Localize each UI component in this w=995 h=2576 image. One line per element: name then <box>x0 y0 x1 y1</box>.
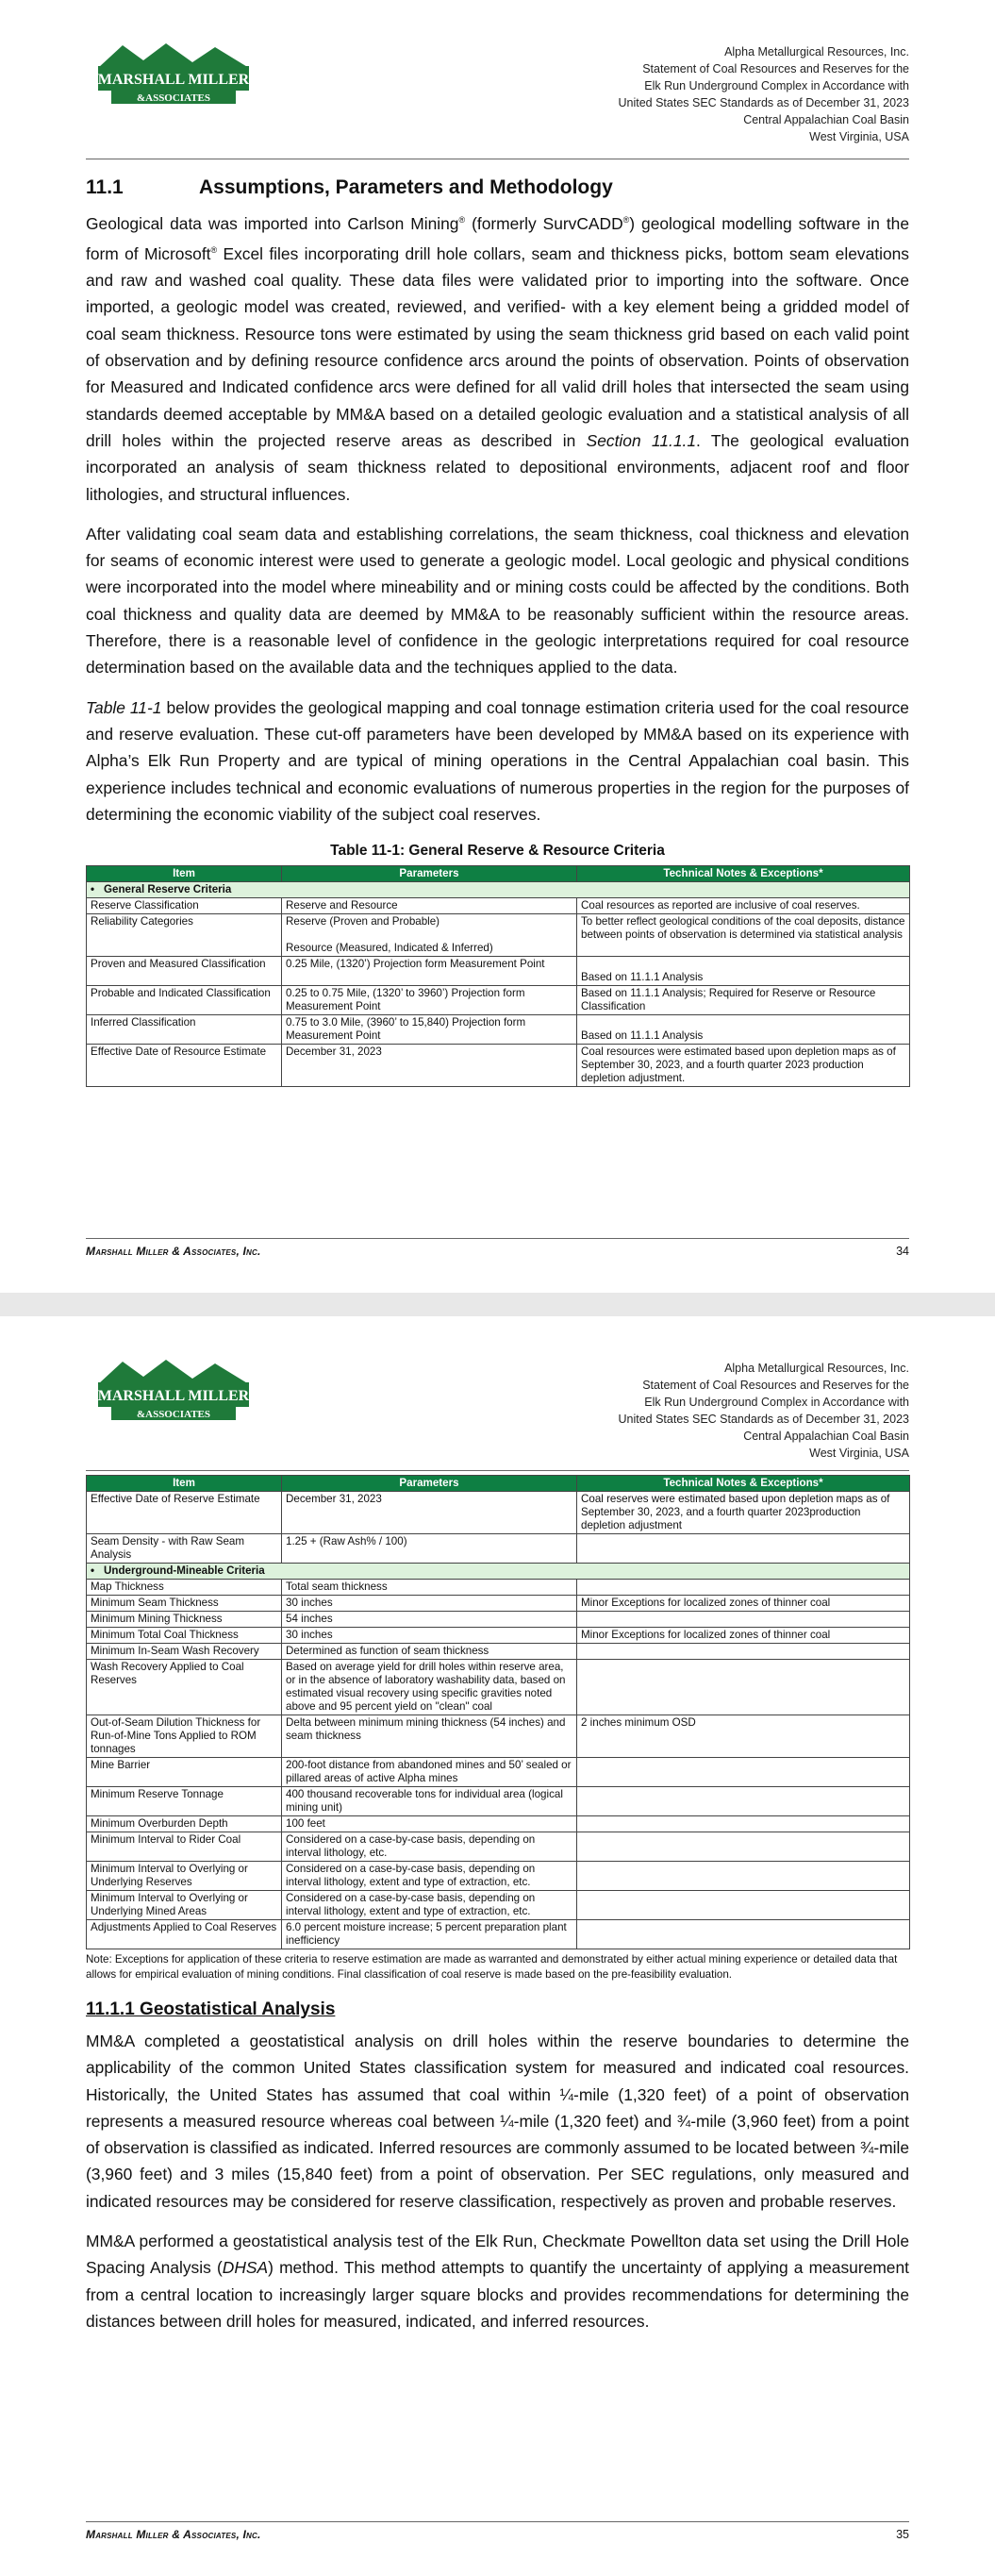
subsection-paragraph-1: MM&A completed a geostatistical analysis on drill holes within the reserve boundaries to determine the applicability of the common United States classification system for measured and indicated coal resources. Historically, the United States has assumed that coal within ¼-mile (1,320 feet) of a point of observation represents a measured resource whereas coal between ¼-mile (1,320 feet) and ¾-mile (3,960 feet) from a point of observation is classified as indicated. Inferred resources are commonly assumed to be located between ¾-mile (3,960 feet) and 3 miles (15,840 feet) from a point of observation. Per SEC regulations, only measured and indicated resources may be considered for reserve classification, respectively as proven and probable reserves. <box>86 2032 909 2211</box>
item-cell: Minimum Interval to Overlying or Underlying Mined Areas <box>87 1891 282 1920</box>
parameter-cell: Based on average yield for drill holes within reserve area, or in the absence of laboratory washability data, based on estimated visual recovery using specific gravities noted above and 95 percent yield on "clean" coal <box>282 1660 577 1715</box>
paragraph-3: Table 11-1 below provides the geological mapping and coal tonnage estimation criteria used for the coal resource and reserve evaluation. These cut-off parameters have been developed by MM&A based on its experience with Alpha’s Elk Run Property and are typical of mining operations in the Central Appalachian coal basin. This experience includes technical and economic evaluations of numerous properties in the region for the purposes of determining the economic viability of the subject coal reserves. <box>86 697 909 824</box>
page-number: 35 <box>896 2528 909 2541</box>
table-row <box>87 1832 910 1862</box>
paragraph-2: After validating coal seam data and establishing correlations, the seam thickness, coal thickness and elevation for seams of economic interest were used to generate a geologic model. Local geologic and physical conditions were incorporated into the model where mineability and or mining costs could be affected by the conditions. Both coal thickness and quality data are deemed by MM&A to be reasonably sufficient within the resource areas. Therefore, there is a reasonable level of confidence in the geologic interpretations required for coal resource determination based on the available data and the techniques applied to the data. <box>86 524 909 677</box>
criteria-table-part-2 <box>86 1475 910 1949</box>
notes-cell <box>577 1612 910 1628</box>
notes-cell <box>577 1758 910 1787</box>
page-number: 34 <box>896 1245 909 1258</box>
table-row <box>87 1644 910 1660</box>
table-row <box>87 957 910 986</box>
item-cell: Probable and Indicated Classification <box>87 986 282 1015</box>
parameter-cell: 0.25 to 0.75 Mile, (1320’ to 3960’) Projection form Measurement Point <box>282 986 577 1015</box>
item-cell: Reserve Classification <box>87 898 282 914</box>
notes-cell: Based on 11.1.1 Analysis <box>577 1015 910 1045</box>
header-line: West Virginia, USA <box>809 130 909 143</box>
table-row <box>87 1816 910 1832</box>
paragraph-1: Geological data was imported into Carlson Mining® (formerly SurvCADD®) geological modelling software in the form of Microsoft® Excel files incorporating drill hole collars, seam and thickness picks, bottom seam elevations and raw and washed coal quality. These data files were validated prior to importing into the software. Once imported, a geologic model was created, reviewed, and verified- with a key element being a gridded model of coal seam thickness. Resource tons were estimated by using the seam thickness grid based on each valid point of observation and by defining resource confidence arcs around the points of observation. Points of observation for Measured and Indicated confidence arcs were defined for all valid drill holes that intersected the seam using standards deemed acceptable by MM&A based on a detailed geologic evaluation and a statistical analysis of all drill holes within the projected reserve areas as described in Section 11.1.1. The geological evaluation incorporated an analysis of seam thickness related to depositional environments, adjacent roof and floor lithologies, and structural influences. <box>86 213 910 504</box>
table-row <box>87 914 910 957</box>
table-row <box>87 1920 910 1949</box>
item-cell: Out-of-Seam Dilution Thickness for Run-of-Mine Tons Applied to ROM tonnages <box>87 1715 282 1758</box>
section-number: 11.1 <box>86 176 124 198</box>
document-header <box>618 1360 909 1462</box>
item-cell: Minimum Seam Thickness <box>87 1596 282 1612</box>
parameter-cell: 0.75 to 3.0 Mile, (3960’ to 15,840) Projection form Measurement Point <box>282 1015 577 1045</box>
parameter-cell: 30 inches <box>282 1596 577 1612</box>
item-cell: Proven and Measured Classification <box>87 957 282 986</box>
item-cell: Effective Date of Resource Estimate <box>87 1045 282 1087</box>
item-cell: Minimum Mining Thickness <box>87 1612 282 1628</box>
parameter-cell: 100 feet <box>282 1816 577 1832</box>
header-line: Alpha Metallurgical Resources, Inc. <box>724 1362 909 1375</box>
notes-cell <box>577 1920 910 1949</box>
section-heading <box>86 176 909 199</box>
notes-cell: Based on 11.1.1 Analysis; Required for Reserve or Resource Classification <box>577 986 910 1015</box>
item-cell: Mine Barrier <box>87 1758 282 1787</box>
table-reference: Table 11-1 <box>86 697 162 717</box>
item-cell: Minimum Overburden Depth <box>87 1816 282 1832</box>
parameter-cell: Total seam thickness <box>282 1580 577 1596</box>
parameter-cell: 400 thousand recoverable tons for individual area (logical mining unit) <box>282 1787 577 1816</box>
notes-cell: Coal resources as reported are inclusive of coal reserves. <box>577 898 910 914</box>
column-header: Technical Notes & Exceptions* <box>577 1476 910 1492</box>
notes-cell <box>577 1787 910 1816</box>
table-row <box>87 1660 910 1715</box>
table-row <box>87 1015 910 1045</box>
table-header-row <box>87 1476 910 1492</box>
abbreviation: DHSA <box>222 2258 269 2278</box>
column-header: Parameters <box>282 1476 577 1492</box>
header-line: United States SEC Standards as of December 31, 2023 <box>618 96 909 109</box>
subsection-heading: 11.1.1 Geostatistical Analysis <box>86 1999 336 2019</box>
header-line: United States SEC Standards as of December 31, 2023 <box>618 1413 909 1426</box>
header-line: Alpha Metallurgical Resources, Inc. <box>724 45 909 59</box>
column-header: Parameters <box>282 866 577 882</box>
criteria-table-part-1 <box>86 865 910 1087</box>
table-caption: Table 11-1: General Reserve & Resource Criteria <box>330 843 665 860</box>
section-title: Assumptions, Parameters and Methodology <box>199 176 613 198</box>
notes-cell <box>577 1534 910 1564</box>
parameter-cell: December 31, 2023 <box>282 1045 577 1087</box>
notes-cell: 2 inches minimum OSD <box>577 1715 910 1758</box>
table-row <box>87 1758 910 1787</box>
header-line: West Virginia, USA <box>809 1447 909 1460</box>
header-line: Elk Run Underground Complex in Accordance with <box>644 79 909 92</box>
item-cell: Minimum Reserve Tonnage <box>87 1787 282 1816</box>
parameter-cell: Considered on a case-by-case basis, depending on interval lithology, etc. <box>282 1832 577 1862</box>
parameter-cell: 6.0 percent moisture increase; 5 percent preparation plant inefficiency <box>282 1920 577 1949</box>
item-cell: Map Thickness <box>87 1580 282 1596</box>
table-row <box>87 1596 910 1612</box>
parameter-cell: Reserve and Resource <box>282 898 577 914</box>
table-row <box>87 1628 910 1644</box>
document-header <box>618 43 909 145</box>
footer-company: Marshall Miller & Associates, Inc. <box>86 1245 261 1258</box>
logo-text-bottom: &ASSOCIATES <box>136 1409 211 1420</box>
logo-text-bottom: &ASSOCIATES <box>136 92 211 104</box>
table-row <box>87 1045 910 1087</box>
page-35-content <box>86 1475 909 2334</box>
header-divider <box>86 1470 909 1471</box>
item-cell: Minimum Interval to Rider Coal <box>87 1832 282 1862</box>
footer-company: Marshall Miller & Associates, Inc. <box>86 2528 261 2541</box>
item-cell: Minimum Total Coal Thickness <box>87 1628 282 1644</box>
table-group-row <box>87 1564 910 1580</box>
item-cell: Minimum In-Seam Wash Recovery <box>87 1644 282 1660</box>
notes-cell <box>577 1816 910 1832</box>
parameter-cell: 1.25 + (Raw Ash% / 100) <box>282 1534 577 1564</box>
table-row <box>87 1612 910 1628</box>
parameter-cell: Considered on a case-by-case basis, depending on interval lithology, extent and type of extraction, etc. <box>282 1891 577 1920</box>
table-row <box>87 986 910 1015</box>
parameter-cell: Reserve (Proven and Probable) Resource (Measured, Indicated & Inferred) <box>282 914 577 957</box>
parameter-cell: 54 inches <box>282 1612 577 1628</box>
table-row <box>87 898 910 914</box>
bullet-icon: • <box>91 1564 95 1577</box>
page-separator <box>0 1293 995 1316</box>
column-header: Technical Notes & Exceptions* <box>577 866 910 882</box>
parameter-cell: December 31, 2023 <box>282 1492 577 1534</box>
parameter-cell: 200-foot distance from abandoned mines and 50’ sealed or pillared areas of active Alpha mines <box>282 1758 577 1787</box>
parameter-cell: Considered on a case-by-case basis, depending on interval lithology, extent and type of extraction, etc. <box>282 1862 577 1891</box>
parameter-cell: Delta between minimum mining thickness (54 inches) and seam thickness <box>282 1715 577 1758</box>
table-row <box>87 1580 910 1596</box>
notes-cell: Minor Exceptions for localized zones of thinner coal <box>577 1628 910 1644</box>
company-logo <box>94 40 253 108</box>
company-logo <box>94 1356 253 1424</box>
notes-cell: Based on 11.1.1 Analysis <box>577 957 910 986</box>
item-cell: Effective Date of Reserve Estimate <box>87 1492 282 1534</box>
header-line: Central Appalachian Coal Basin <box>743 1430 909 1443</box>
table-row <box>87 1862 910 1891</box>
group-label: Underground-Mineable Criteria <box>104 1564 265 1577</box>
footer-divider <box>86 1238 909 1239</box>
notes-cell <box>577 1891 910 1920</box>
notes-cell: Minor Exceptions for localized zones of thinner coal <box>577 1596 910 1612</box>
item-cell: Reliability Categories <box>87 914 282 957</box>
item-cell: Seam Density - with Raw Seam Analysis <box>87 1534 282 1564</box>
header-line: Statement of Coal Resources and Reserves for the <box>642 1379 909 1392</box>
bullet-icon: • <box>91 883 95 896</box>
page-34-content <box>86 176 909 1087</box>
notes-cell <box>577 1832 910 1862</box>
table-row <box>87 1492 910 1534</box>
notes-cell: To better reflect geological conditions of the coal deposits, distance between points of observation is determined via statistical analysis <box>577 914 910 957</box>
notes-cell <box>577 1862 910 1891</box>
parameter-cell: 0.25 Mile, (1320’) Projection form Measurement Point <box>282 957 577 986</box>
logo-text-top: MARSHALL MILLER <box>97 1388 250 1404</box>
page-35 <box>0 1316 995 2576</box>
logo-text-top: MARSHALL MILLER <box>97 72 250 88</box>
table-row <box>87 1787 910 1816</box>
parameter-cell: 30 inches <box>282 1628 577 1644</box>
column-header: Item <box>87 1476 282 1492</box>
section-reference: Section 11.1.1 <box>586 430 696 450</box>
notes-cell <box>577 1644 910 1660</box>
table-note: Note: Exceptions for application of these criteria to reserve estimation are made as warranted and demonstrated by either actual mining experience or detailed data that allows for empirical evaluation of mining conditions. Final classification of coal reserve is made based on the pre-feasibility evaluation. <box>86 1953 898 1981</box>
item-cell: Minimum Interval to Overlying or Underlying Reserves <box>87 1862 282 1891</box>
table-row <box>87 1891 910 1920</box>
item-cell: Wash Recovery Applied to Coal Reserves <box>87 1660 282 1715</box>
item-cell: Inferred Classification <box>87 1015 282 1045</box>
notes-cell <box>577 1580 910 1596</box>
column-header: Item <box>87 866 282 882</box>
header-line: Elk Run Underground Complex in Accordance with <box>644 1396 909 1409</box>
notes-cell: Coal reserves were estimated based upon depletion maps as of September 30, 2023, and a fourth quarter 2023production depletion adjustment <box>577 1492 910 1534</box>
header-line: Central Appalachian Coal Basin <box>743 113 909 126</box>
table-row <box>87 1715 910 1758</box>
table-header-row <box>87 866 910 882</box>
item-cell: Adjustments Applied to Coal Reserves <box>87 1920 282 1949</box>
parameter-cell: Determined as function of seam thickness <box>282 1644 577 1660</box>
table-row <box>87 1534 910 1564</box>
group-label: General Reserve Criteria <box>104 883 232 896</box>
subsection-paragraph-2: MM&A performed a geostatistical analysis test of the Elk Run, Checkmate Powellton data set using the Drill Hole Spacing Analysis (DHSA) method. This method attempts to quantify the uncertainty of applying a measurement from a central location to increasingly larger square blocks and provides recommendations for determining the distances between drill holes for measured, indicated, and inferred resources. <box>86 2232 909 2331</box>
footer-divider <box>86 2521 909 2522</box>
notes-cell <box>577 1660 910 1715</box>
header-line: Statement of Coal Resources and Reserves for the <box>642 62 909 75</box>
table-group-row <box>87 882 910 898</box>
notes-cell: Coal resources were estimated based upon depletion maps as of September 30, 2023, and a fourth quarter 2023 production depletion adjustment. <box>577 1045 910 1087</box>
